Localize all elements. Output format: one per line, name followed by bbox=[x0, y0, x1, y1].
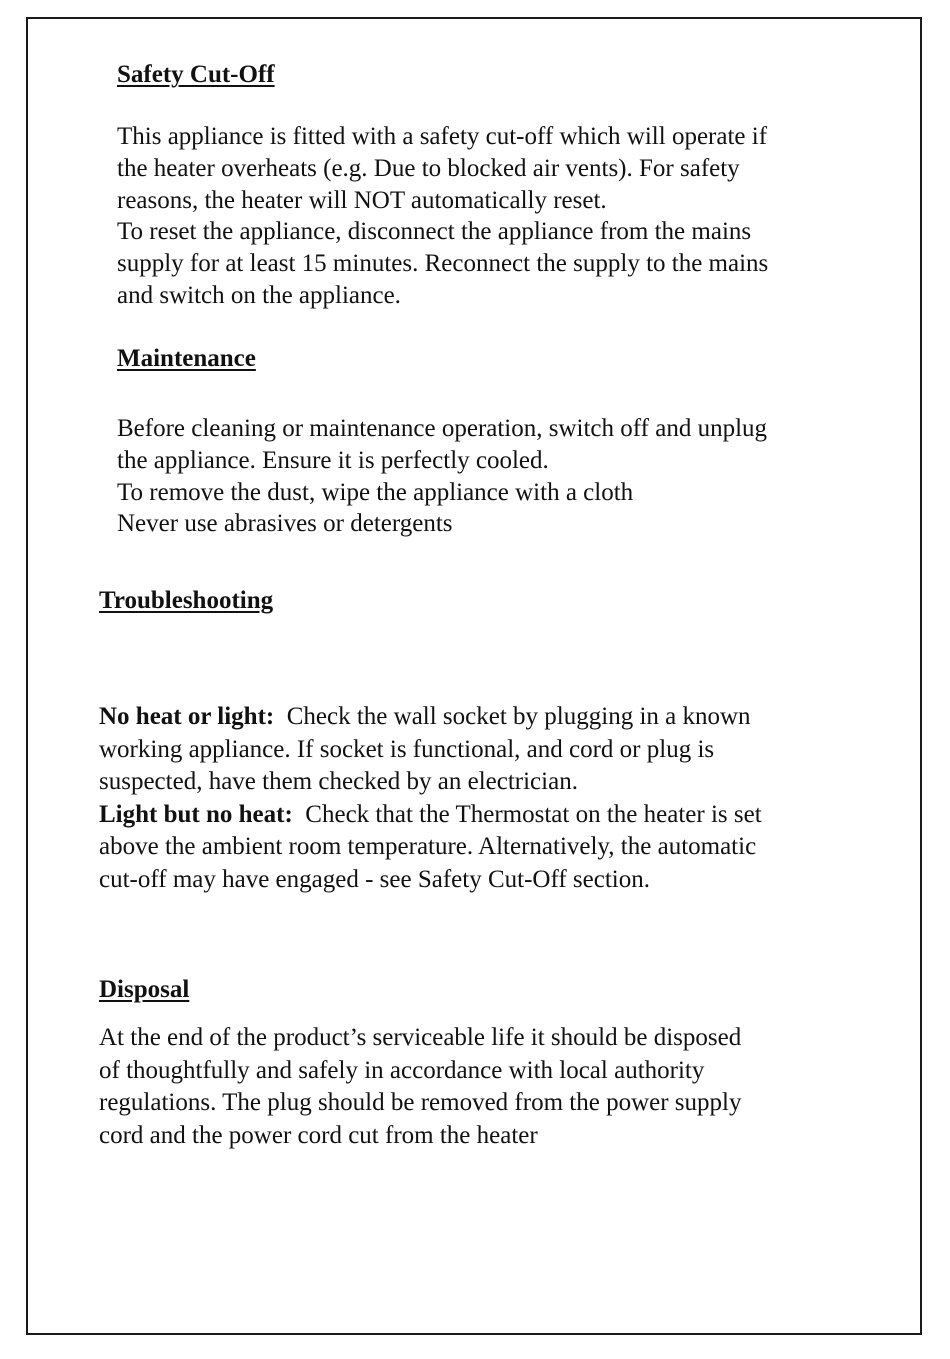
safety-line: and switch on the appliance. bbox=[117, 281, 401, 309]
light-no-heat-label: Light but no heat: bbox=[99, 800, 293, 828]
disposal-text bbox=[99, 1022, 741, 1152]
light-no-heat-line: above the ambient room temperature. Alternatively, the automatic bbox=[99, 833, 757, 860]
safety-line: This appliance is fitted with a safety cut-off which will operate if bbox=[117, 123, 768, 150]
troubleshooting-text bbox=[99, 701, 762, 896]
safety-cutoff-heading: Safety Cut-Off bbox=[117, 61, 275, 88]
safety-line: supply for at least 15 minutes. Reconnect the supply to the mains bbox=[117, 250, 769, 278]
disposal-heading: Disposal bbox=[99, 976, 190, 1003]
disposal-line: cord and the power cord cut from the heater bbox=[99, 1121, 538, 1149]
maintenance-text bbox=[117, 413, 767, 540]
light-no-heat-first-text: Check that the Thermostat on the heater is set bbox=[305, 800, 762, 828]
maintenance-line: Before cleaning or maintenance operation, switch off and unplug bbox=[117, 415, 768, 442]
safety-cutoff-text bbox=[117, 121, 768, 312]
light-no-heat-line: cut-off may have engaged - see Safety Cut-Off section. bbox=[99, 865, 650, 893]
disposal-line: regulations. The plug should be removed from the power supply bbox=[99, 1089, 742, 1116]
safety-line: the heater overheats (e.g. Due to blocked air vents). For safety bbox=[117, 154, 740, 182]
troubleshooting-heading: Troubleshooting bbox=[99, 587, 274, 614]
maintenance-heading: Maintenance bbox=[117, 345, 256, 372]
maintenance-line: Never use abrasives or detergents bbox=[117, 510, 453, 538]
no-heat-line: working appliance. If socket is functional, and cord or plug is bbox=[99, 735, 715, 763]
no-heat-first-line bbox=[99, 701, 762, 734]
maintenance-line: To remove the dust, wipe the appliance with a cloth bbox=[117, 478, 634, 506]
maintenance-line: the appliance. Ensure it is perfectly cooled. bbox=[117, 446, 549, 474]
no-heat-line: suspected, have them checked by an electrician. bbox=[99, 768, 578, 795]
safety-line: reasons, the heater will NOT automatically reset. bbox=[117, 186, 607, 214]
no-heat-label: No heat or light: bbox=[99, 703, 275, 730]
light-no-heat-first-line bbox=[99, 799, 762, 832]
safety-line: To reset the appliance, disconnect the appliance from the mains bbox=[117, 218, 752, 246]
disposal-line: of thoughtfully and safely in accordance with local authority bbox=[99, 1056, 705, 1084]
disposal-line: At the end of the product’s serviceable life it should be disposed bbox=[99, 1024, 742, 1051]
no-heat-first-text: Check the wall socket by plugging in a known bbox=[286, 703, 751, 730]
